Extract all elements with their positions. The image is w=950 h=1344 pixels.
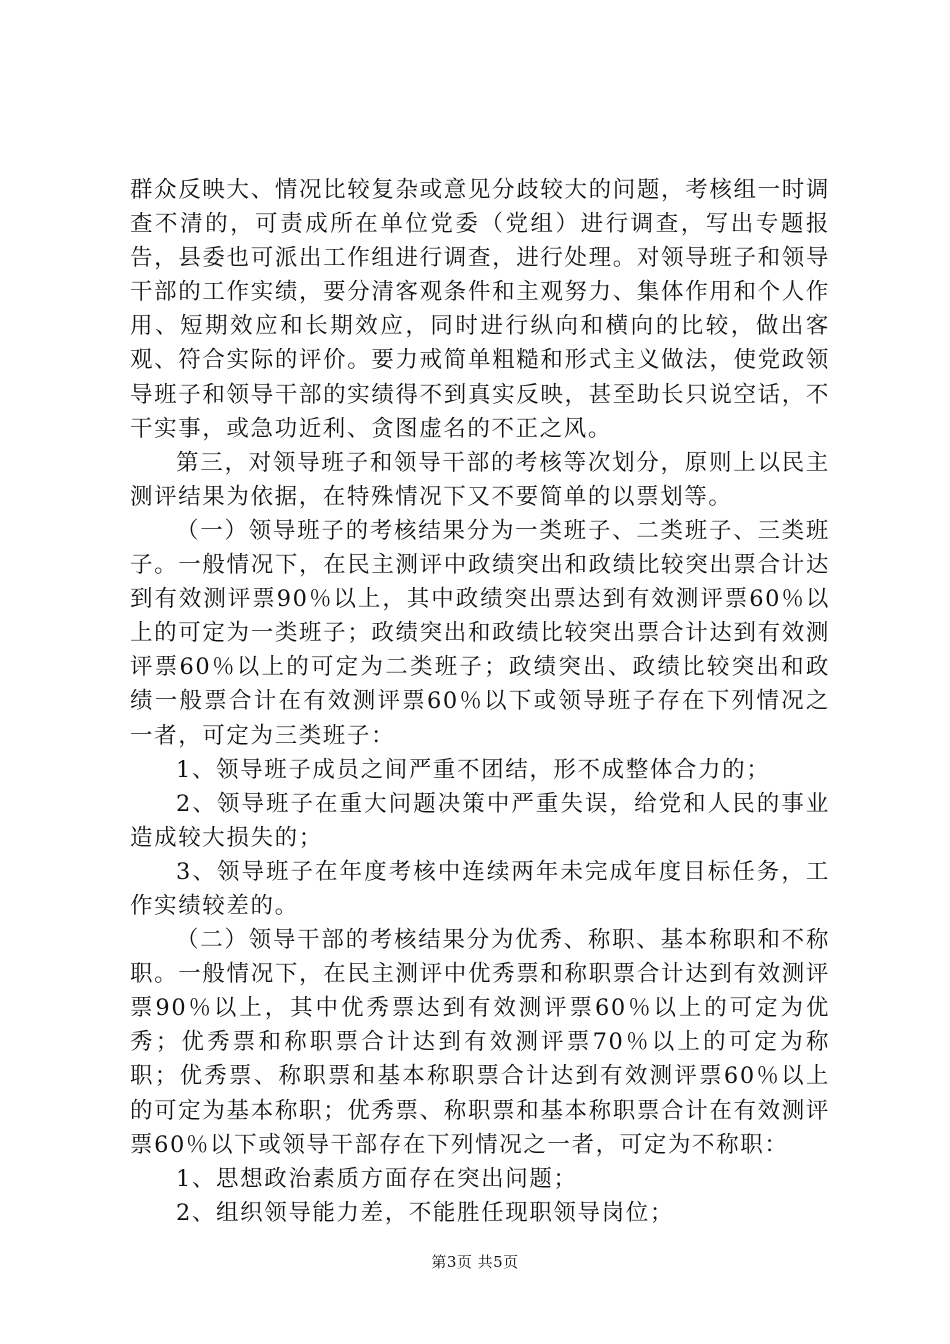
- page-number-footer: 第3页 共5页: [431, 1253, 519, 1271]
- list-item-cadre-2: 2、组织领导能力差，不能胜任现职领导岗位；: [176, 1199, 674, 1226]
- list-item-team-2: 2、领导班子在重大问题决策中严重失误，给党和人民的事业造成较大损失的；: [130, 790, 830, 851]
- list-item-cadre-1: 1、思想政治素质方面存在突出问题；: [176, 1165, 578, 1192]
- list-item-team-1: 1、领导班子成员之间严重不团结，形不成整体合力的；: [176, 756, 771, 783]
- document-body: [130, 173, 830, 1230]
- paragraph-third-point: 第三，对领导班子和领导干部的考核等次划分，原则上以民主测评结果为依据，在特殊情况下又不要简单的以票划等。: [130, 449, 830, 510]
- list-item-team-3: 3、领导班子在年度考核中连续两年未完成年度目标任务，工作实绩较差的。: [130, 858, 830, 919]
- paragraph-team-assessment: （一）领导班子的考核结果分为一类班子、二类班子、三类班子。一般情况下，在民主测评中政绩突出和政绩比较突出票合计达到有效测评票90％以上，其中政绩突出票达到有效测评票60％以上的可定为一类班子；政绩突出和政绩比较突出票合计达到有效测评票60％以上的可定为二类班子；政绩突出、政绩比较突出和政绩一般票合计在有效测评票60％以下或领导班子存在下列情况之一者，可定为三类班子：: [130, 517, 830, 749]
- paragraph-continuation: 群众反映大、情况比较复杂或意见分歧较大的问题，考核组一时调查不清的，可责成所在单位党委（党组）进行调查，写出专题报告，县委也可派出工作组进行调查，进行处理。对领导班子和领导干部的工作实绩，要分清客观条件和主观努力、集体作用和个人作用、短期效应和长期效应，同时进行纵向和横向的比较，做出客观、符合实际的评价。要力戒简单粗糙和形式主义做法，使党政领导班子和领导干部的实绩得不到真实反映，甚至助长只说空话，不干实事，或急功近利、贪图虚名的不正之风。: [130, 177, 830, 442]
- paragraph-cadre-assessment: （二）领导干部的考核结果分为优秀、称职、基本称职和不称职。一般情况下，在民主测评中优秀票和称职票合计达到有效测评票90％以上，其中优秀票达到有效测评票60％以上的可定为优秀；优秀票和称职票合计达到有效测评票70％以上的可定为称职；优秀票、称职票和基本称职票合计达到有效测评票60％以上的可定为基本称职；优秀票、称职票和基本称职票合计在有效测评票60％以下或领导干部存在下列情况之一者，可定为不称职：: [130, 927, 830, 1158]
